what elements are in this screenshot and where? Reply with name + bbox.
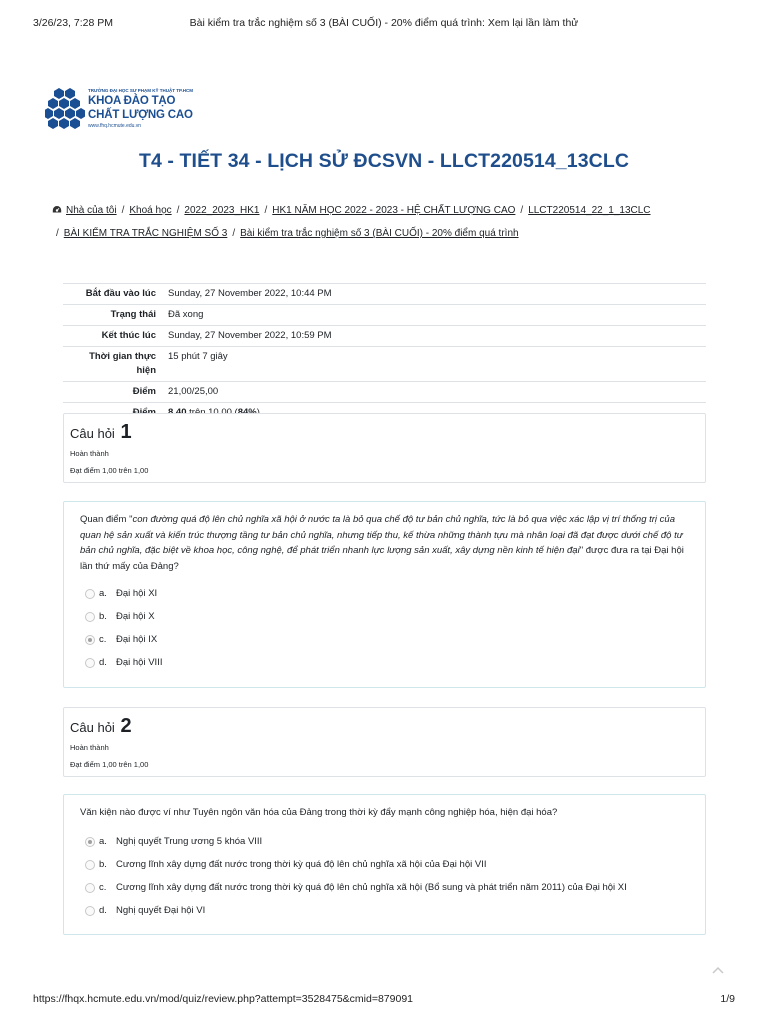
question-text-prefix: Quan điểm ": [80, 514, 133, 525]
answer-label: c.: [99, 882, 107, 893]
breadcrumb: [52, 199, 716, 245]
answer-text: Cương lĩnh xây dựng đất nước trong thời kỳ quá độ lên chủ nghĩa xã hội của Đại hội VII: [116, 859, 487, 870]
faculty-logo[interactable]: [45, 86, 215, 134]
question-content: [63, 794, 706, 935]
breadcrumb-semester[interactable]: 2022_2023_HK1: [184, 205, 260, 216]
print-page-number: 1/9: [720, 993, 735, 1005]
question-number-label: Câu hỏi: [70, 426, 115, 441]
question-number: [70, 715, 132, 738]
answer-radio-selected[interactable]: [85, 837, 95, 847]
summary-row: [63, 326, 706, 347]
logo-url: www.fhq.hcmute.edu.vn: [88, 123, 142, 129]
summary-label: Bắt đầu vào lúc: [63, 284, 162, 305]
summary-row: [63, 347, 706, 382]
answer-text: Cương lĩnh xây dựng đất nước trong thời kỳ quá độ lên chủ nghĩa xã hội (Bổ sung và phát triển năm 2011) của Đại hội XI: [116, 882, 627, 893]
hexagon-cluster-icon: [45, 86, 85, 130]
answer-text: Đại hội IX: [116, 634, 158, 645]
summary-value: 21,00/25,00: [162, 382, 706, 403]
print-datetime: 3/26/23, 7:28 PM: [33, 17, 113, 29]
question-info: [63, 413, 706, 483]
answer-label: d.: [99, 657, 107, 668]
answer-radio[interactable]: [85, 860, 95, 870]
summary-value: Đã xong: [162, 305, 706, 326]
breadcrumb-separator: /: [176, 205, 180, 216]
answer-radio[interactable]: [85, 906, 95, 916]
summary-row: [63, 382, 706, 403]
print-header: [33, 17, 735, 31]
question-grade: Đạt điểm 1,00 trên 1,00: [70, 760, 149, 769]
question-content: [63, 501, 706, 688]
print-url: https://fhqx.hcmute.edu.vn/mod/quiz/review.php?attempt=3528475&cmid=879091: [33, 993, 413, 1005]
answer-label: b.: [99, 611, 107, 622]
breadcrumb-separator: /: [264, 205, 268, 216]
breadcrumb-separator: /: [232, 228, 236, 239]
question-text: [80, 512, 689, 574]
breadcrumb-courses[interactable]: Khoá học: [129, 205, 172, 216]
summary-label: Kết thúc lúc: [63, 326, 162, 347]
breadcrumb-quiz[interactable]: Bài kiểm tra trắc nghiệm số 3 (BÀI CUỐI) - 20% điểm quá trình: [240, 228, 519, 239]
answer-text: Nghị quyết Trung ương 5 khóa VIII: [116, 836, 263, 847]
question-info: [63, 707, 706, 777]
answer-label: a.: [99, 836, 107, 847]
page-title: T4 - TIẾT 34 - LỊCH SỬ ĐCSVN - LLCT220514_13CLC: [138, 150, 630, 172]
breadcrumb-school-year[interactable]: HK1 NĂM HỌC 2022 - 2023 - HỆ CHẤT LƯỢNG CAO: [272, 205, 516, 216]
answer-text: Đại hội VIII: [116, 657, 163, 668]
answer-label: b.: [99, 859, 107, 870]
question-text-quote: con đường quá độ lên chủ nghĩa xã hội ở nước ta là bỏ qua chế độ tư bản chủ nghĩa, tức là bỏ qua việc xác lập vị trí thống trị của quan hệ sản xuất và kiến trúc thượng tầng tư bản chủ nghĩa, nhưng tiếp thu, kế thừa những thành tựu mà nhân loại đã đạt được dưới chế độ tư bản chủ nghĩa, đặc biệt về khoa học, công nghệ, để phát triển nhanh lực lượng sản xuất, xây dựng nền kinh tế hiện đại: [80, 514, 683, 556]
answer-text: Đại hội XI: [116, 588, 158, 599]
breadcrumb-course[interactable]: LLCT220514_22_1_13CLC: [528, 205, 651, 216]
question-number-value: 2: [120, 715, 132, 737]
question-text: [80, 805, 689, 821]
answer-radio[interactable]: [85, 612, 95, 622]
summary-label: Điểm: [63, 382, 162, 403]
summary-row: [63, 305, 706, 326]
question-grade: Đạt điểm 1,00 trên 1,00: [70, 466, 149, 475]
logo-line1: KHOA ĐÀO TẠO: [88, 95, 176, 107]
chevron-up-icon[interactable]: [707, 963, 729, 977]
answer-radio[interactable]: [85, 883, 95, 893]
dashboard-icon[interactable]: [52, 205, 62, 214]
logo-line2: CHẤT LƯỢNG CAO: [88, 109, 193, 121]
print-footer: [33, 993, 735, 1007]
question-text-suffix: " được đưa ra tại Đại hội lần thứ mấy của Đảng?: [80, 545, 684, 572]
summary-value: 15 phút 7 giây: [162, 347, 706, 382]
question-number-value: 1: [120, 421, 132, 443]
answer-radio[interactable]: [85, 589, 95, 599]
question-number-label: Câu hỏi: [70, 720, 115, 735]
answer-radio-selected[interactable]: [85, 635, 95, 645]
summary-value: Sunday, 27 November 2022, 10:59 PM: [162, 326, 706, 347]
summary-value: Sunday, 27 November 2022, 10:44 PM: [162, 284, 706, 305]
question-number: [70, 421, 132, 444]
breadcrumb-separator: /: [121, 205, 125, 216]
breadcrumb-home[interactable]: Nhà của tôi: [66, 205, 117, 216]
question-state: Hoàn thành: [70, 449, 109, 458]
question-text-prefix: Văn kiện nào được ví như Tuyên ngôn văn hóa của Đảng trong thời kỳ đẩy mạnh công nghiệp hóa, hiện đại hóa?: [80, 807, 558, 818]
print-title: Bài kiểm tra trắc nghiệm số 3 (BÀI CUỐI) - 20% điểm quá trình: Xem lại lần làm thử: [189, 17, 579, 29]
breadcrumb-separator: /: [520, 205, 524, 216]
answer-label: a.: [99, 588, 107, 599]
question-state: Hoàn thành: [70, 743, 109, 752]
answer-text: Nghị quyết Đại hội VI: [116, 905, 206, 916]
answer-radio[interactable]: [85, 658, 95, 668]
logo-university-name: TRƯỜNG ĐẠI HỌC SƯ PHẠM KỸ THUẬT TP.HCM: [88, 88, 193, 93]
answer-text: Đại hội X: [116, 611, 155, 622]
answer-label: c.: [99, 634, 107, 645]
answer-label: d.: [99, 905, 107, 916]
attempt-summary-table: [63, 283, 706, 423]
breadcrumb-separator: /: [56, 228, 59, 239]
summary-label: Trạng thái: [63, 305, 162, 326]
summary-label: Thời gian thực hiện: [63, 347, 162, 382]
breadcrumb-section[interactable]: BÀI KIỂM TRA TRẮC NGHIỆM SỐ 3: [63, 228, 228, 239]
summary-row: [63, 284, 706, 305]
